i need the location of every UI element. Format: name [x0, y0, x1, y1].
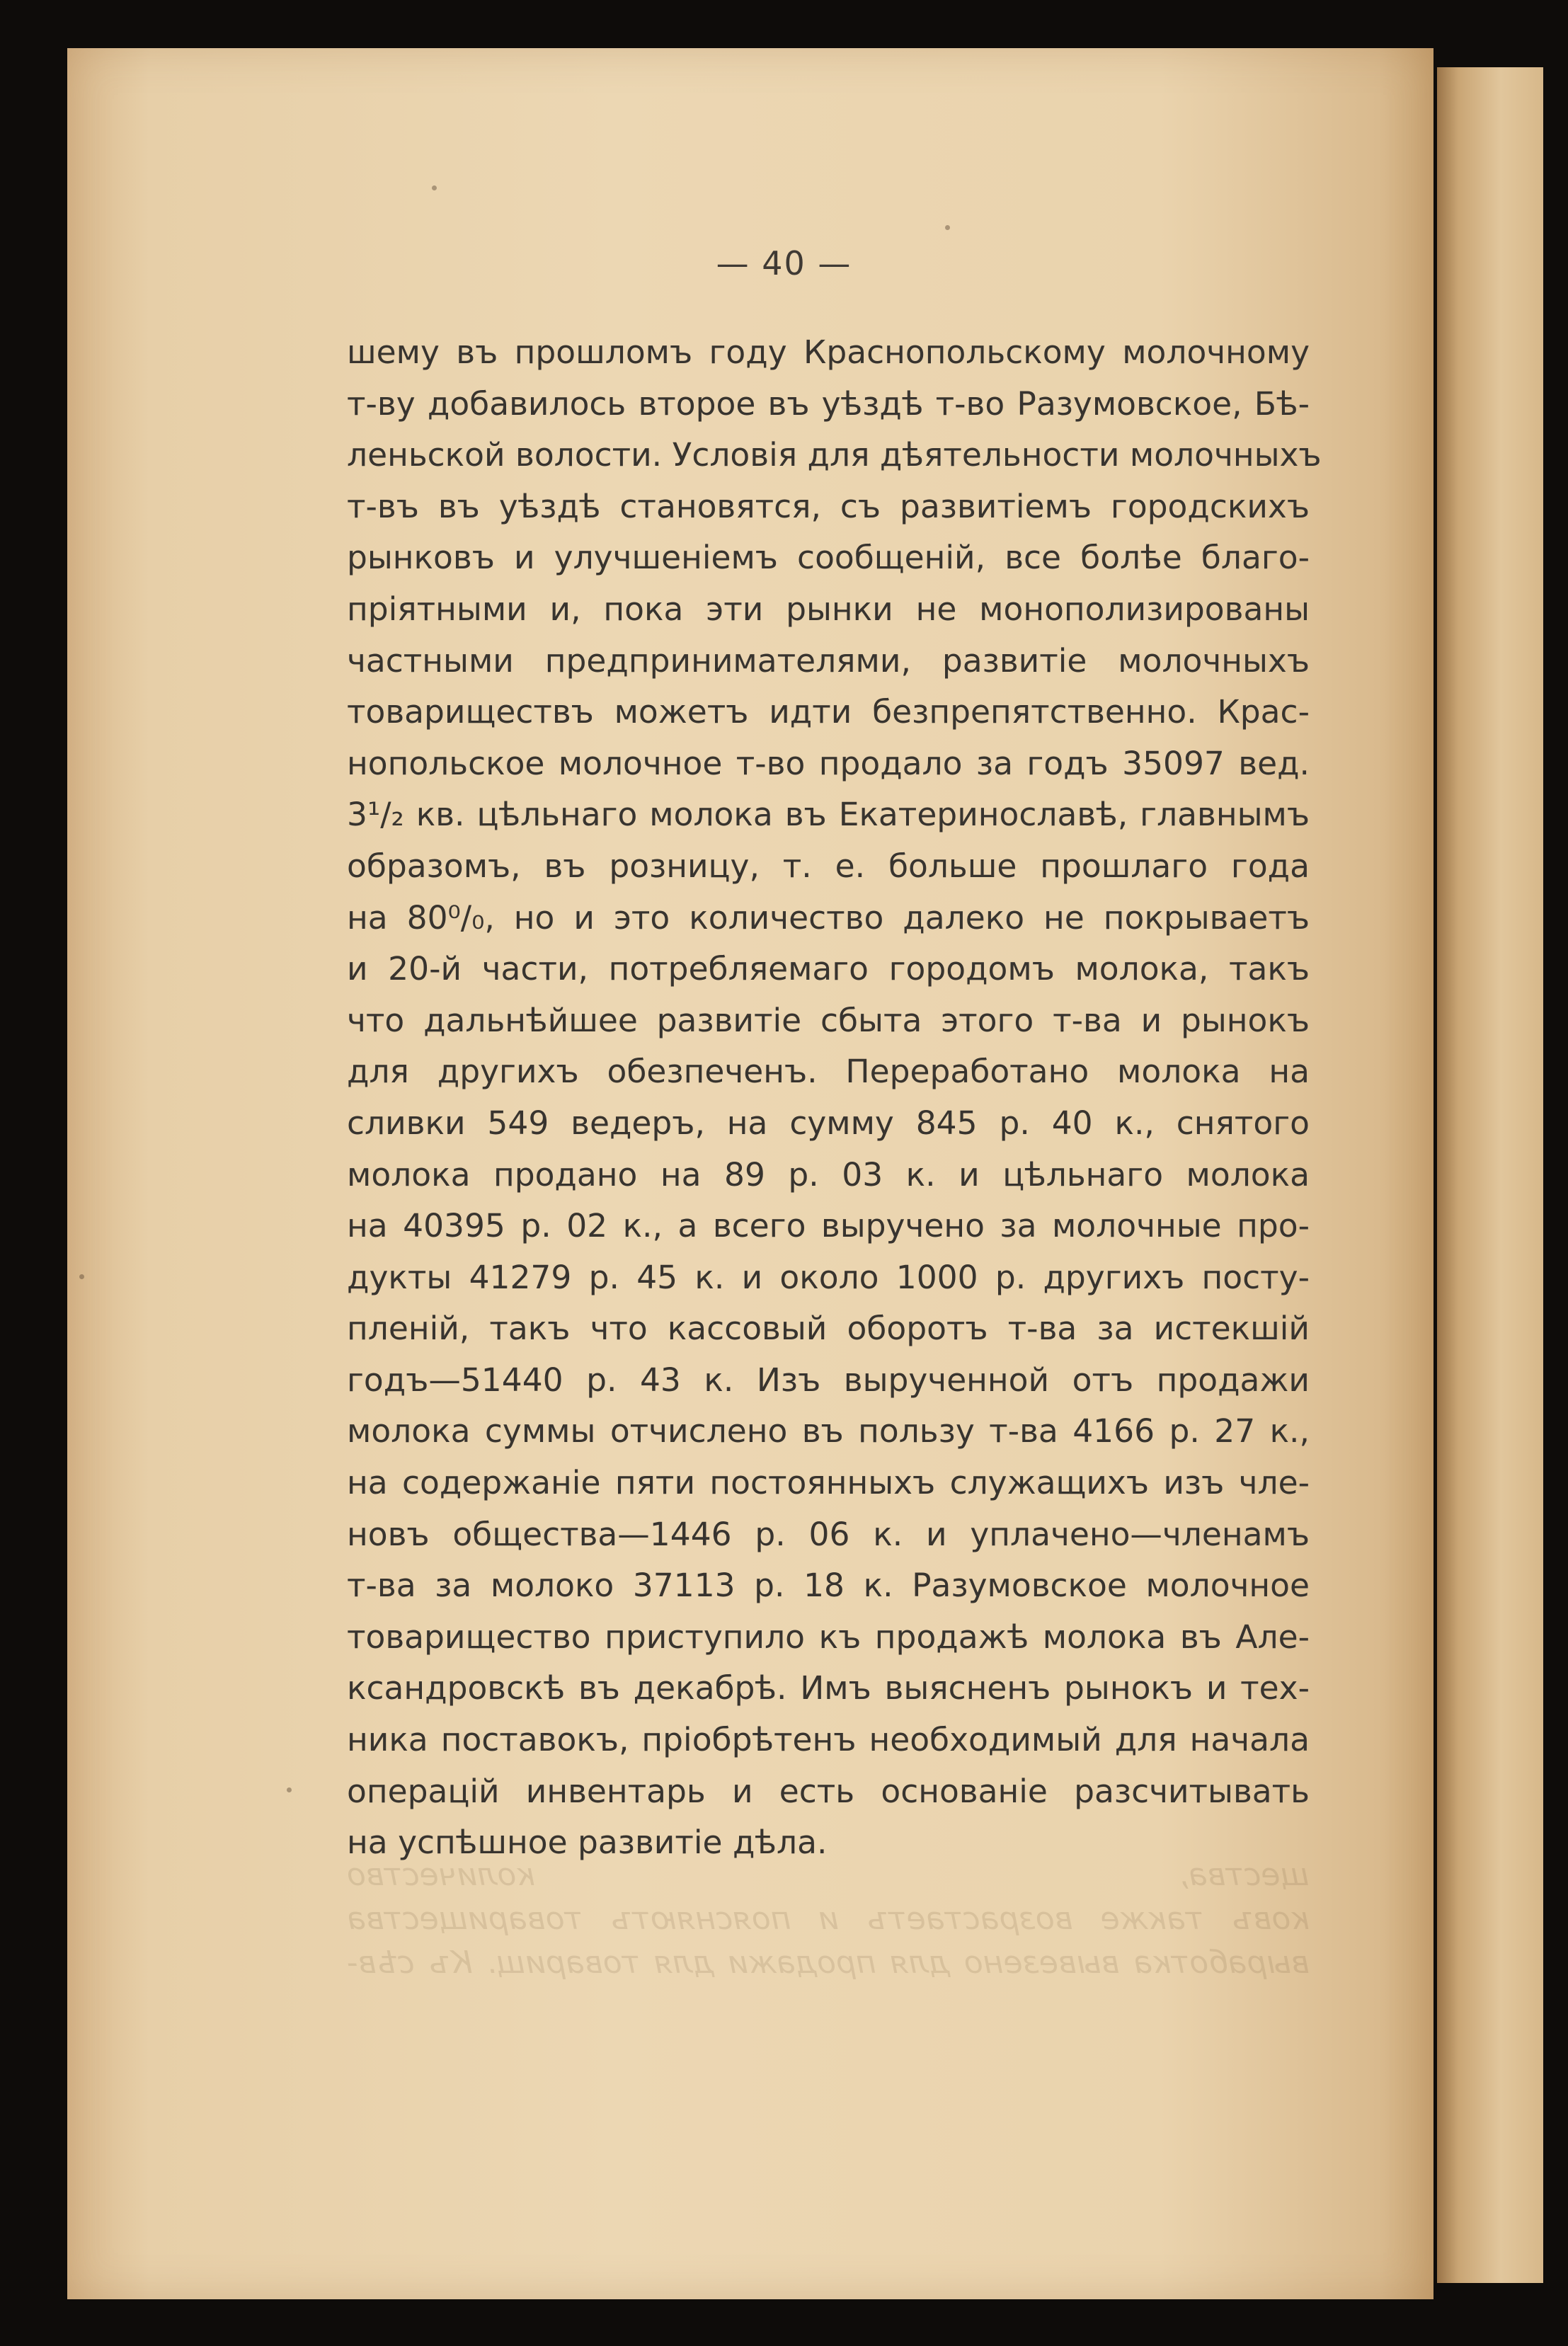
page-number: — 40 —: [716, 244, 852, 282]
text-line: сливки 549 ведеръ, на сумму 845 р. 40 к., снятого: [347, 1104, 1310, 1142]
text-line: образомъ, въ розницу, т. е. больше прошлаго года: [347, 847, 1310, 885]
text-line: годъ—51440 р. 43 к. Изъ вырученной отъ продажи: [347, 1361, 1310, 1399]
text-line: ксандровскѣ въ декабрѣ. Имъ выясненъ рынокъ и тех-: [347, 1669, 1310, 1707]
text-line: молока суммы отчислено въ пользу т-ва 4166 р. 27 к.,: [347, 1412, 1310, 1450]
text-line: для другихъ обезпеченъ. Переработано молока на: [347, 1053, 1310, 1091]
bleed-line: выработка вывезено для продажи для товарищ. Къ сѣв-: [347, 1945, 1310, 1981]
text-line: дукты 41279 р. 45 к. и около 1000 р. другихъ посту-: [347, 1258, 1310, 1296]
text-line: 3¹/₂ кв. цѣльнаго молока въ Екатеринославѣ, главнымъ: [347, 796, 1310, 834]
text-line: что дальнѣйшее развитіе сбыта этого т-ва и рынокъ: [347, 1001, 1310, 1039]
text-line: на 80⁰/₀, но и это количество далеко не покрываетъ: [347, 898, 1310, 937]
text-line: на успѣшное развитіе дѣла.: [347, 1824, 828, 1862]
text-line: на содержаніе пяти постоянныхъ служащихъ изъ чле-: [347, 1464, 1310, 1502]
facing-page-edge: [1437, 67, 1543, 2283]
text-line: товариществъ можетъ идти безпрепятственно. Крас-: [347, 693, 1310, 731]
paper-speck: [79, 1274, 84, 1279]
text-line: т-ва за молоко 37113 р. 18 к. Разумовское молочное: [347, 1567, 1310, 1605]
bleed-line: ковъ также возрастаетъ и поясняютъ товарищества: [347, 1901, 1310, 1937]
text-line: т-въ въ уѣздѣ становятся, съ развитіемъ городскихъ: [347, 487, 1310, 525]
text-line: молока продано на 89 р. 03 к. и цѣльнаго молока: [347, 1155, 1310, 1194]
text-line: новъ общества—1446 р. 06 к. и уплачено—членамъ: [347, 1515, 1310, 1553]
text-line: пріятными и, пока эти рынки не монополизированы: [347, 590, 1310, 628]
body-text: [347, 327, 1322, 1869]
text-line: на 40395 р. 02 к., а всего выручено за молочные про-: [347, 1207, 1310, 1245]
text-line: частными предпринимателями, развитіе молочныхъ: [347, 641, 1310, 680]
paper-speck: [432, 185, 437, 190]
text-line: рынковъ и улучшеніемъ сообщеній, все болѣе благо-: [347, 539, 1310, 577]
bleed-through-text: [347, 1853, 1310, 1985]
bleed-line: щества, количество: [347, 1857, 1310, 1893]
paper-speck: [945, 225, 950, 230]
text-line: и 20-й части, потребляемаго городомъ молока, такъ: [347, 950, 1310, 988]
text-line: операцій инвентарь и есть основаніе разсчитывать: [347, 1772, 1310, 1810]
paper-speck: [287, 1787, 292, 1792]
text-line: леньской волости. Условія для дѣятельности молочныхъ: [347, 436, 1322, 474]
text-line: пленій, такъ что кассовый оборотъ т-ва за истекшій: [347, 1310, 1310, 1348]
text-line: товарищество приступило къ продажѣ молока въ Але-: [347, 1618, 1310, 1656]
text-line: нопольское молочное т-во продало за годъ 35097 вед.: [347, 744, 1310, 782]
text-line: шему въ прошломъ году Краснопольскому молочному: [347, 333, 1310, 371]
text-line: ника поставокъ, пріобрѣтенъ необходимый для начала: [347, 1721, 1310, 1759]
text-line: т-ву добавилось второе въ уѣздѣ т-во Разумовское, Бѣ-: [347, 384, 1310, 423]
